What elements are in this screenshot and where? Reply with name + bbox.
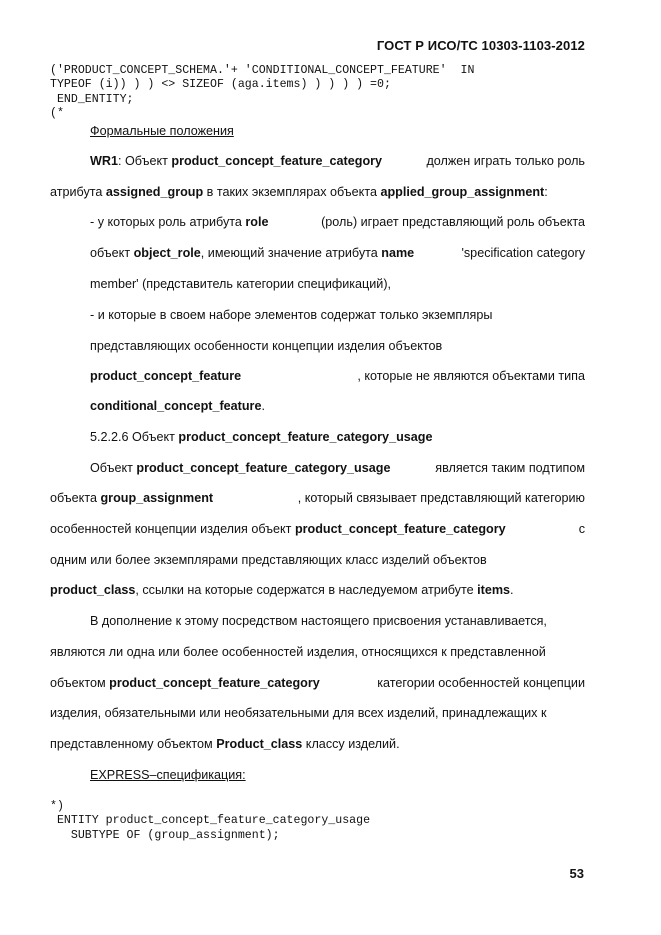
formal-heading: Формальные положения [90,124,234,138]
para-2-line-4: изделия, обязательными или необязательными для всех изделий, принадлежащих к [50,706,547,720]
code-line: ENTITY product_concept_feature_category_usage [50,814,371,827]
bullet-1-line-2: объект object_role, имеющий значение атрибута name 'specification category [90,246,585,260]
para-1-line-1: Объект product_concept_feature_category_usage является таким подтипом [90,461,585,475]
para-2-line-2: являются ли одна или более особенностей изделия, относящихся к представленной [50,645,546,659]
para-1-line-4: одним или более экземплярами представляющих класс изделий объектов [50,553,487,567]
document-header: ГОСТ Р ИСО/ТС 10303-1103-2012 [376,38,585,53]
bullet-1-line-1: - у которых роль атрибута role (роль) играет представляющий роль объекта [90,215,585,229]
para-2-line-1: В дополнение к этому посредством настоящего присвоения устанавливается, [90,614,547,628]
code-line: END_ENTITY; [50,93,134,106]
para-1-line-2: объекта group_assignment , который связывает представляющий категорию [50,491,585,505]
bullet-2-line-2: представляющих особенности концепции изделия объектов [90,339,443,353]
express-heading: EXPRESS–спецификация: [90,768,246,782]
bullet-2-line-3: product_concept_feature , которые не являются объектами типа [90,369,585,383]
bullet-2-line-4: conditional_concept_feature. [90,399,265,413]
code-line: ('PRODUCT_CONCEPT_SCHEMA.'+ 'CONDITIONAL_CONCEPT_FEATURE' IN [50,64,475,77]
code-line: TYPEOF (i)) ) ) <> SIZEOF (aga.items) ) ) ) ) =0; [50,78,391,91]
para-2-line-5: представленному объектом Product_class классу изделий. [50,737,400,751]
bullet-2-line-1: - и которые в своем наборе элементов содержат только экземпляры [90,308,493,322]
para-2-line-3: объектом product_concept_feature_category категории особенностей концепции [50,676,585,690]
code-line: *) [50,800,64,813]
bullet-1-line-3: member' (представитель категории спецификаций), [90,277,392,291]
code-line: (* [50,107,64,120]
wr1-line-2: атрибута assigned_group в таких экземплярах объекта applied_group_assignment: [50,185,548,199]
code-line: SUBTYPE OF (group_assignment); [50,829,280,842]
section-heading: 5.2.2.6 Объект product_concept_feature_category_usage [90,430,433,444]
para-1-line-5: product_class, ссылки на которые содержатся в наследуемом атрибуте items. [50,583,514,597]
para-1-line-3: особенностей концепции изделия объект product_concept_feature_category с [50,522,585,536]
page-number: 53 [569,866,584,881]
wr1-line-1: WR1: Объект product_concept_feature_category должен играть только роль [90,154,585,168]
